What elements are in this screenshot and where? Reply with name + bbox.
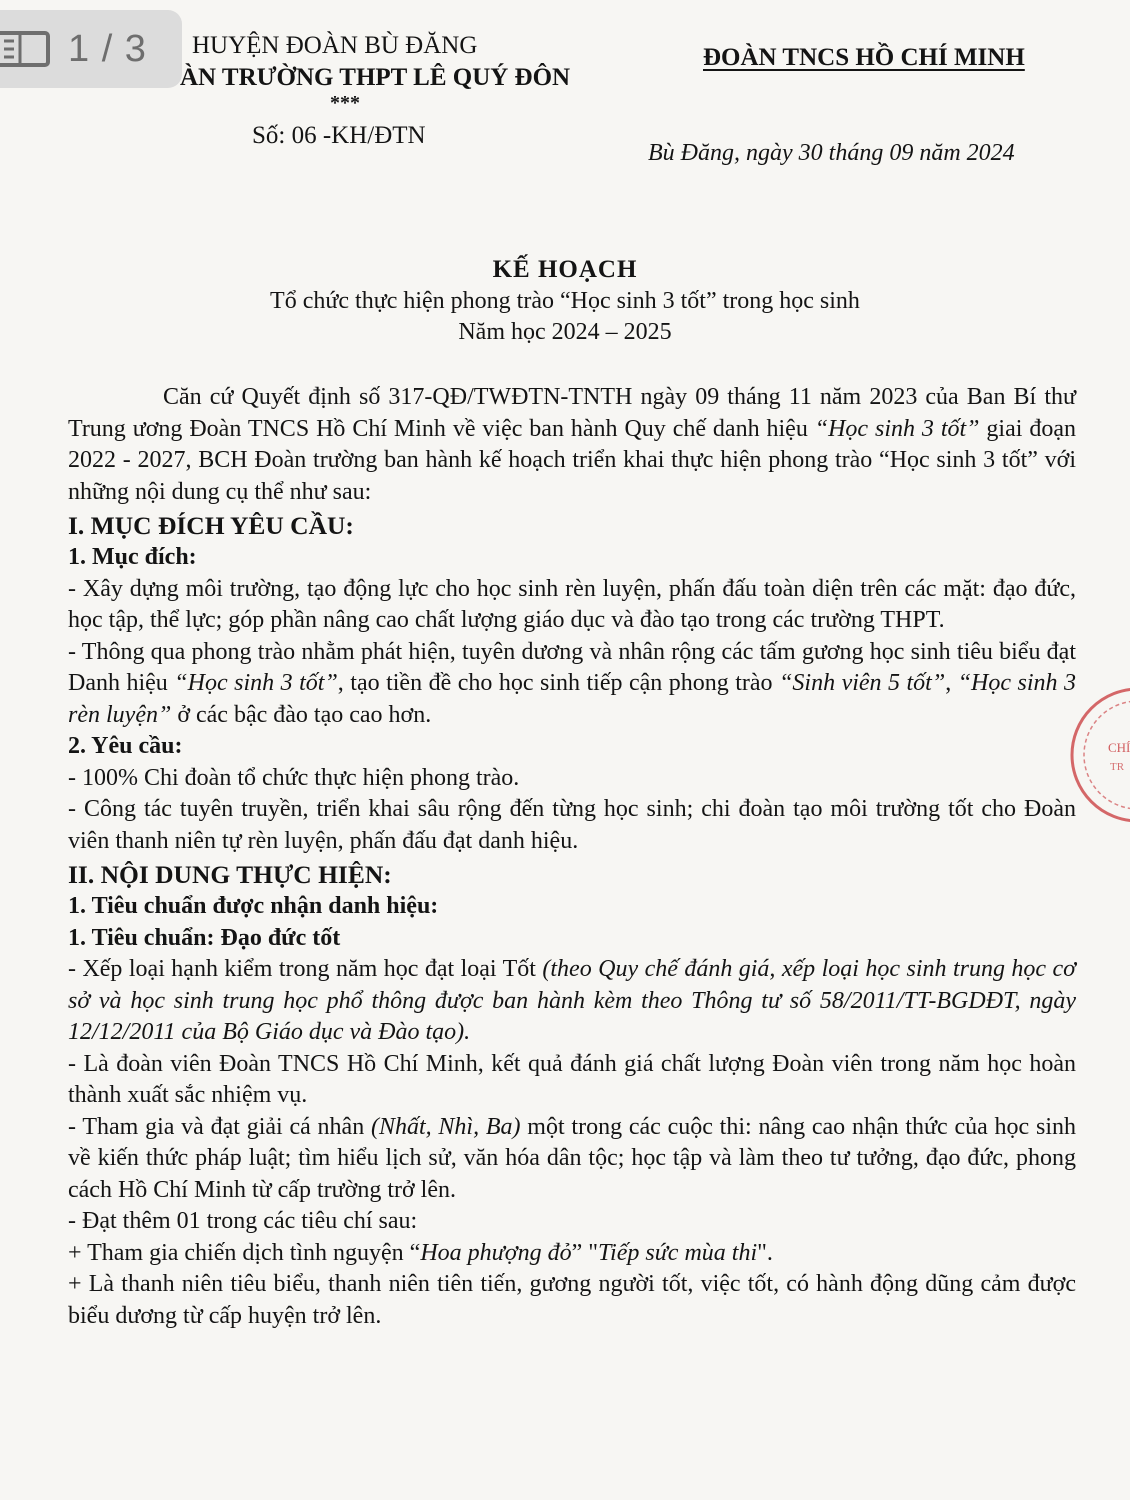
intro-paragraph: Căn cứ Quyết định số 317-QĐ/TWĐTN-TNTH ngày 09 tháng 11 năm 2023 của Ban Bí thư Trung ương Đoàn TNCS Hồ Chí Minh về việc ban hành Quy chế danh hiệu “Học sinh 3 tốt” giai đoạn 2022 - 2027, BCH Đoàn trường ban hành kế hoạch triển khai thực hiện phong trào “Học sinh 3 tốt” với những nội dung cụ thể như sau: — [68, 384, 1076, 505]
subsection-heading-ethics: 1. Tiêu chuẩn: Đạo đức tốt — [68, 924, 341, 951]
requirement-item-1: - 100% Chi đoàn tổ chức thực hiện phong trào. — [68, 764, 520, 791]
subsection-heading-requirements: 2. Yêu cầu: — [68, 733, 183, 759]
union-title: ĐOÀN TNCS HỒ CHÍ MINH — [703, 44, 1025, 71]
purpose-item-1: - Xây dựng môi trường, tạo động lực cho học sinh rèn luyện, phấn đấu toàn diện trên các mặt: đạo đức, học tập, thể lực; góp phần nâng cao chất lượng giáo dục và đào tạo trong các trường THPT. — [68, 575, 1076, 633]
requirement-item-2: - Công tác tuyên truyền, triển khai sâu rộng đến từng học sinh; chi đoàn tạo môi trường tốt cho Đoàn viên thanh niên tự rèn luyện, phấn đấu đạt danh hiệu. — [68, 796, 1076, 854]
document-number: Số: 06 -KH/ĐTN — [252, 122, 426, 149]
criteria-item-1: - Xếp loại hạnh kiểm trong năm học đạt loại Tốt (theo Quy chế đánh giá, xếp loại học sinh trung học cơ sở và học sinh trung học phổ thông được ban hành kèm theo Thông tư số 58/2011/TT-BGDĐT, ngày 12/12/2011 của Bộ Giáo dục và Đào tạo). — [68, 956, 1076, 1045]
page-counter-text: 1 / 3 — [68, 27, 147, 70]
section-heading-purpose: I. MỤC ĐÍCH YÊU CẦU: — [68, 511, 354, 540]
section-heading-content: II. NỘI DUNG THỰC HIỆN: — [68, 860, 392, 889]
district-union-name: HUYỆN ĐOÀN BÙ ĐĂNG — [192, 32, 478, 59]
purpose-item-2: - Thông qua phong trào nhằm phát hiện, tuyên dương và nhân rộng các tấm gương học sinh tiêu biểu đạt Danh hiệu “Học sinh 3 tốt”, tạo tiền đề cho học sinh tiếp cận phong trào “Sinh viên 5 tốt”, “Học sinh 3 rèn luyện” ở các bậc đào tạo cao hơn. — [68, 638, 1077, 728]
document-title: KẾ HOẠCH — [492, 256, 638, 283]
svg-text:CHÍ: CHÍ — [1108, 740, 1130, 755]
criteria-item-3: - Tham gia và đạt giải cá nhân (Nhất, Nhì, Ba) một trong các cuộc thi: nâng cao nhận thức của học sinh về kiến thức pháp luật; tìm hiểu lịch sử, văn hóa dân tộc; học tập và làm theo tư tưởng, đạo đức, phong cách Hồ Chí Minh từ cấp trường trở lên. — [68, 1113, 1076, 1203]
page-counter-badge[interactable] — [0, 10, 182, 88]
document-title-block — [0, 256, 1130, 346]
subsection-heading-criteria: 1. Tiêu chuẩn được nhận danh hiệu: — [68, 893, 439, 919]
subsection-heading-goals: 1. Mục đích: — [68, 544, 197, 570]
document-body — [68, 382, 1076, 1332]
document-date: Bù Đăng, ngày 30 tháng 09 năm 2024 — [648, 140, 1015, 166]
red-seal-stamp — [1062, 680, 1130, 830]
school-union-name: ÀN TRƯỜNG THPT LÊ QUÝ ĐÔN — [180, 64, 571, 91]
criteria-item-6: + Là thanh niên tiêu biểu, thanh niên tiên tiến, gương người tốt, việc tốt, có hành động dũng cảm được biểu dương từ cấp huyện trở lên. — [68, 1271, 1076, 1329]
criteria-item-4: - Đạt thêm 01 trong các tiêu chí sau: — [68, 1208, 418, 1234]
criteria-item-5: + Tham gia chiến dịch tình nguyện “Hoa phượng đỏ” "Tiếp sức mùa thi". — [68, 1239, 773, 1266]
organization-header — [180, 30, 570, 152]
document-subtitle: Tổ chức thực hiện phong trào “Học sinh 3 tốt” trong học sinh — [270, 288, 860, 314]
header-stars: *** — [330, 92, 360, 114]
criteria-item-2: - Là đoàn viên Đoàn TNCS Hồ Chí Minh, kết quả đánh giá chất lượng Đoàn viên trong năm học hoàn thành xuất sắc nhiệm vụ. — [68, 1050, 1076, 1108]
document-school-year: Năm học 2024 – 2025 — [458, 319, 672, 345]
page-list-icon — [0, 30, 54, 68]
svg-text:TR: TR — [1110, 761, 1125, 773]
